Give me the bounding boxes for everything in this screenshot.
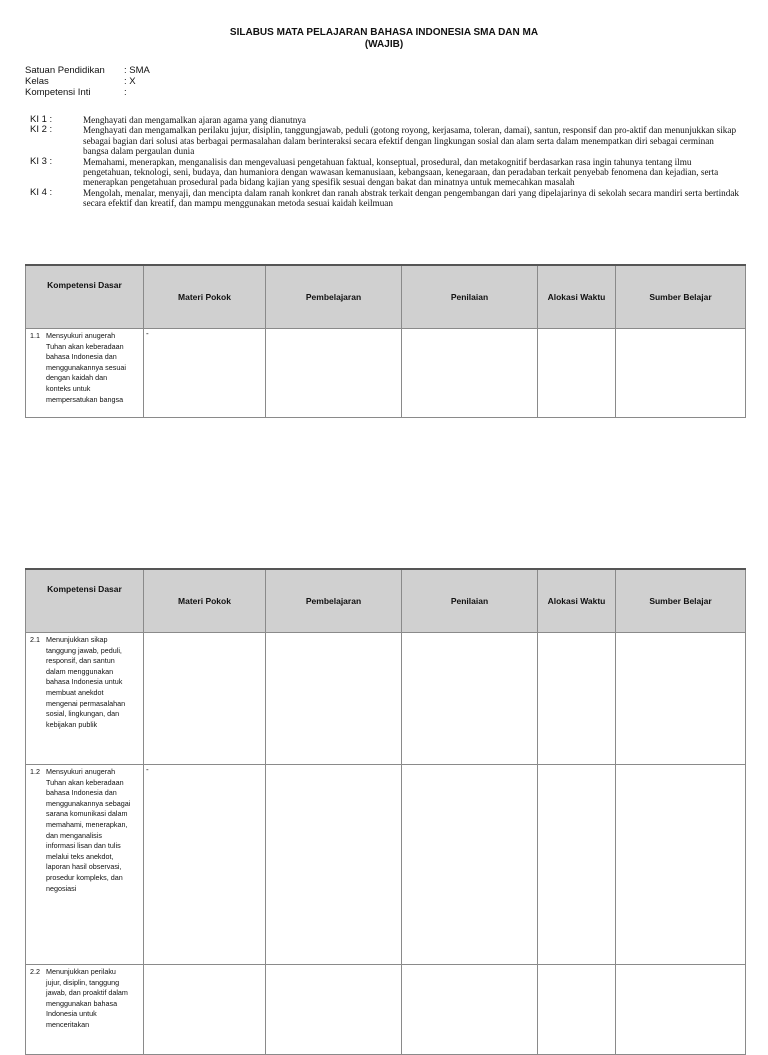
sumber-cell (616, 765, 746, 965)
materi-text: - (146, 329, 149, 338)
meta-value: : X (124, 76, 136, 87)
table-row (26, 633, 746, 765)
syllabus-table-1 (25, 264, 746, 418)
alokasi-cell (538, 633, 616, 765)
kd-number: 1.1 (30, 331, 40, 340)
kd-text: Menunjukkan sikap tanggung jawab, peduli, responsif, dan santun dalam menggunakan bahasa Indonesia untuk membuat anekdot mengenai permasalahan sosial, lingkungan, dan kebijakan publik (46, 635, 126, 729)
sumber-cell (616, 965, 746, 1055)
ki-label: KI 2 : (30, 124, 53, 136)
header-alokasi-waktu: Alokasi Waktu (538, 569, 616, 633)
alokasi-cell (538, 329, 616, 418)
table-row (26, 329, 746, 418)
ki-text: Memahami, menerapkan, menganalisis dan mengevaluasi pengetahuan faktual, konseptual, prosedural, dan metakognitif berdasarkan rasa ingin tahunya tentang ilmu pengetahuan, teknologi, seni, budaya, dan humaniora dengan wawasan kemanusiaan, kebangsaan, kenegaraan, dan peradaban terkait penyebab fenomena dan kejadian, serta menerapkan pengetahuan prosedural pada bidang kajian yang spesifik sesuai dengan bakat dan minatnya untuk memecahkan masalah (83, 156, 719, 188)
meta-label: Kelas (25, 76, 49, 87)
kd-text: Menunjukkan perilaku jujur, disiplin, tanggung jawab, dan proaktif dalam menggunakan bahasa Indonesia untuk menceritakan (46, 967, 128, 1029)
table-header-row (26, 265, 746, 329)
document-meta (25, 65, 150, 98)
kd-number: 2.2 (30, 967, 40, 976)
table-row (26, 965, 746, 1055)
table-header-row (26, 569, 746, 633)
materi-text: - (146, 765, 149, 774)
pembelajaran-cell (266, 765, 402, 965)
title-line-2: (WAJIB) (364, 39, 404, 50)
kd-cell (26, 765, 144, 965)
header-materi-pokok: Materi Pokok (144, 569, 266, 633)
syllabus-table-2 (25, 568, 746, 1055)
header-penilaian: Penilaian (402, 265, 538, 329)
ki-text: Menghayati dan mengamalkan ajaran agama yang dianutnya (83, 115, 306, 125)
kd-number: 2.1 (30, 635, 40, 644)
header-kompetensi-dasar: Kompetensi Dasar (26, 265, 144, 329)
alokasi-cell (538, 765, 616, 965)
meta-label: Kompetensi Inti (25, 87, 91, 98)
ki-label: KI 1 : (30, 114, 53, 125)
alokasi-cell (538, 965, 616, 1055)
materi-cell (144, 965, 266, 1055)
meta-row (25, 87, 150, 98)
ki-item (30, 115, 740, 125)
ki-item (30, 125, 740, 156)
meta-row (25, 65, 150, 76)
header-sumber-belajar: Sumber Belajar (616, 569, 746, 633)
pembelajaran-cell (266, 965, 402, 1055)
materi-cell (144, 765, 266, 965)
pembelajaran-cell (266, 329, 402, 418)
kd-cell (26, 965, 144, 1055)
document-title (0, 27, 768, 51)
penilaian-cell (402, 965, 538, 1055)
header-sumber-belajar: Sumber Belajar (616, 265, 746, 329)
meta-value: : SMA (124, 65, 150, 76)
ki-text: Mengolah, menalar, menyaji, dan mencipta dalam ranah konkret dan ranah abstrak terkait dengan pengembangan dari yang dipelajarinya di sekolah secara mandiri serta bertindak secara efektif dan kreatif, dan mampu menggunakan metoda sesuai kaidah keilmuan (83, 187, 740, 209)
meta-row (25, 76, 150, 87)
sumber-cell (616, 633, 746, 765)
kd-number: 1.2 (30, 767, 40, 776)
header-alokasi-waktu: Alokasi Waktu (538, 265, 616, 329)
kd-text: Mensyukuri anugerah Tuhan akan keberadaan bahasa Indonesia dan menggunakannya sesuai dengan kaidah dan konteks untuk mempersatukan bangsa (46, 331, 126, 404)
header-kompetensi-dasar: Kompetensi Dasar (26, 569, 144, 633)
meta-value: : (124, 87, 127, 98)
penilaian-cell (402, 329, 538, 418)
header-penilaian: Penilaian (402, 569, 538, 633)
header-pembelajaran: Pembelajaran (266, 569, 402, 633)
materi-cell (144, 633, 266, 765)
penilaian-cell (402, 633, 538, 765)
title-line-1: SILABUS MATA PELAJARAN BAHASA INDONESIA SMA DAN MA (229, 27, 539, 38)
kompetensi-inti-list (30, 115, 740, 209)
kd-cell (26, 329, 144, 418)
ki-text: Menghayati dan mengamalkan perilaku jujur, disiplin, tanggungjawab, peduli (gotong royong, kerjasama, toleran, damai), santun, responsif dan pro-aktif dan menunjukkan sikap sebagai bagian dari solusi atas berbagai permasalahan dalam berinteraksi secara efektif dengan lingkungan sosial dan alam serta dalam menempatkan diri sebagai cerminan bangsa dalam pergaulan dunia (83, 125, 737, 157)
ki-label: KI 4 : (30, 186, 53, 198)
header-pembelajaran: Pembelajaran (266, 265, 402, 329)
ki-item (30, 188, 740, 209)
sumber-cell (616, 329, 746, 418)
table-row (26, 765, 746, 965)
kd-cell (26, 633, 144, 765)
materi-cell (144, 329, 266, 418)
penilaian-cell (402, 765, 538, 965)
ki-label: KI 3 : (30, 155, 53, 167)
header-materi-pokok: Materi Pokok (144, 265, 266, 329)
pembelajaran-cell (266, 633, 402, 765)
ki-item (30, 157, 740, 188)
meta-label: Satuan Pendidikan (25, 65, 105, 76)
kd-text: Mensyukuri anugerah Tuhan akan keberadaan bahasa Indonesia dan menggunakannya sebagai sarana komunikasi dalam memahami, menerapkan, dan menganalisis informasi lisan dan tulis melalui teks anekdot, laporan hasil observasi, prosedur kompleks, dan negosiasi (46, 767, 131, 893)
